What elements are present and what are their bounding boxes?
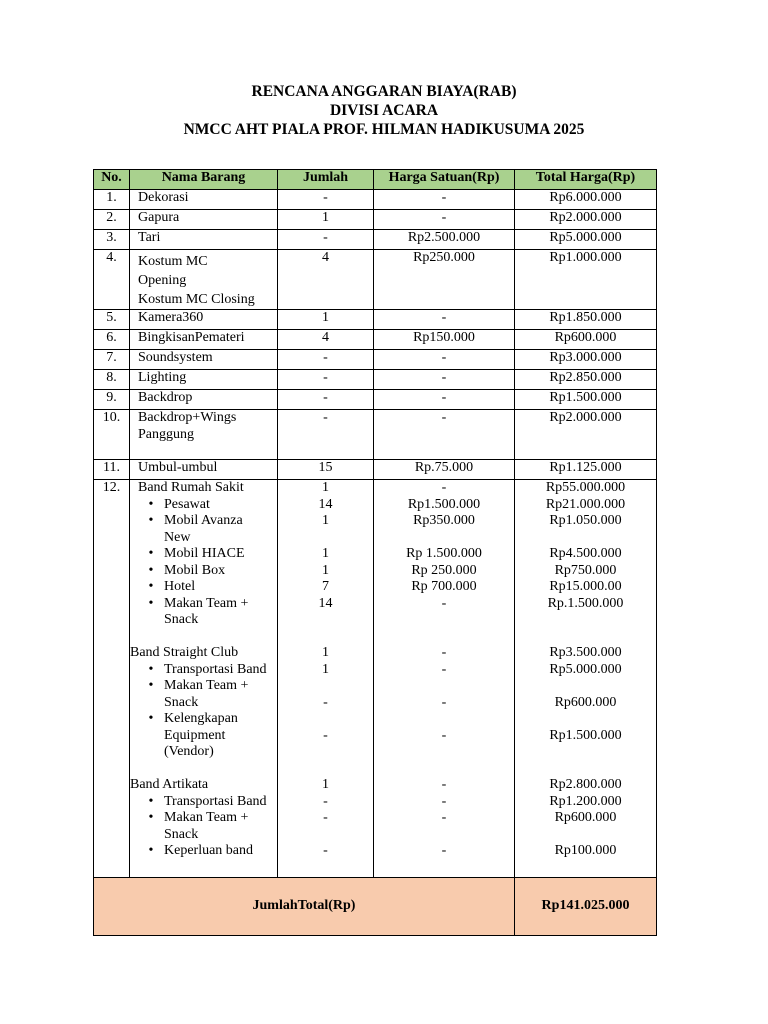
table-row bbox=[94, 460, 657, 480]
total-value: Rp100.000 bbox=[554, 843, 617, 858]
row-qty: 4 bbox=[278, 330, 374, 350]
total-value: Rp55.000.000 bbox=[545, 480, 626, 495]
total-value: Rp4.500.000 bbox=[549, 546, 622, 561]
title-line-3: NMCC AHT PIALA PROF. HILMAN HADIKUSUMA 2025 bbox=[183, 121, 585, 138]
row-qty: 1 bbox=[278, 210, 374, 230]
row-total: Rp600.000 bbox=[515, 330, 657, 350]
header-qty: Jumlah bbox=[278, 170, 374, 190]
row-unit-price: - bbox=[374, 310, 515, 330]
row-name: Backdrop bbox=[130, 390, 278, 410]
unit-value: - bbox=[441, 694, 447, 710]
table-row bbox=[94, 330, 657, 350]
row-no: 2. bbox=[94, 210, 130, 230]
table-row bbox=[94, 190, 657, 210]
unit-value: Rp 700.000 bbox=[411, 579, 477, 594]
row-no: 3. bbox=[94, 230, 130, 250]
total-value: Rp1.200.000 bbox=[549, 793, 622, 809]
row-qty: 15 bbox=[278, 460, 374, 480]
header-total-price: Total Harga(Rp) bbox=[515, 170, 657, 190]
row-qty: 4 bbox=[278, 250, 374, 310]
row-unit-price: Rp2.500.000 bbox=[374, 230, 515, 250]
qty-value: 1 bbox=[322, 480, 329, 495]
row-no: 1. bbox=[94, 190, 130, 210]
unit-value: - bbox=[441, 480, 447, 495]
budget-table bbox=[93, 169, 657, 936]
bullet-icon: • bbox=[148, 661, 154, 677]
bullet-icon: • bbox=[148, 843, 154, 858]
qty-value: 1 bbox=[322, 645, 329, 660]
unit-value: Rp1.500.000 bbox=[407, 496, 481, 512]
row-name-line: Opening bbox=[138, 273, 187, 288]
bullet-icon: • bbox=[148, 793, 154, 809]
row-name: Soundsystem bbox=[130, 350, 278, 370]
list-item: • Mobil HIACE bbox=[138, 546, 277, 563]
list-item: • Transportasi Band bbox=[138, 662, 277, 679]
list-item: • Mobil Avanza New bbox=[138, 513, 277, 546]
total-value: Rp1.050.000 bbox=[549, 513, 622, 528]
row-no: 10. bbox=[94, 410, 130, 460]
qty-value: 1 bbox=[322, 513, 329, 528]
unit-value: - bbox=[441, 727, 447, 743]
row-qty: - bbox=[278, 410, 374, 460]
table-header-row bbox=[94, 170, 657, 190]
row-name: Kamera360 bbox=[130, 310, 278, 330]
table-row bbox=[94, 410, 657, 460]
row-qty: - bbox=[278, 370, 374, 390]
header-unit-price: Harga Satuan(Rp) bbox=[374, 170, 515, 190]
header-name: Nama Barang bbox=[130, 170, 278, 190]
qty-value: - bbox=[323, 843, 328, 858]
total-value: Rp1.500.000 bbox=[549, 727, 622, 743]
total-value: Rp.1.500.000 bbox=[547, 595, 624, 611]
row-name-line: Backdrop+Wings bbox=[138, 410, 237, 425]
row-no: 5. bbox=[94, 310, 130, 330]
total-value: Rp750.000 bbox=[554, 562, 617, 578]
row-no: 8. bbox=[94, 370, 130, 390]
row-no: 4. bbox=[94, 250, 130, 310]
row-name bbox=[130, 480, 278, 878]
row-name: Gapura bbox=[130, 210, 278, 230]
table-row bbox=[94, 310, 657, 330]
row-total: Rp1.000.000 bbox=[515, 250, 657, 310]
list-item: • Keperluan band bbox=[138, 843, 277, 860]
row-qty: - bbox=[278, 230, 374, 250]
row-total: Rp1.125.000 bbox=[515, 460, 657, 480]
row-unit-price: Rp250.000 bbox=[374, 250, 515, 310]
table-row bbox=[94, 370, 657, 390]
qty-value: - bbox=[323, 810, 328, 825]
list-item: • Makan Team + Snack bbox=[138, 596, 277, 629]
row-total: Rp2.000.000 bbox=[515, 410, 657, 460]
row-no: 7. bbox=[94, 350, 130, 370]
unit-value: - bbox=[441, 777, 447, 792]
row-name: BingkisanPemateri bbox=[130, 330, 278, 350]
row-unit-price: Rp150.000 bbox=[374, 330, 515, 350]
row-unit-price: - bbox=[374, 390, 515, 410]
total-value: Rp2.800.000 bbox=[549, 777, 622, 792]
list-item: • Kelengkapan Equipment (Vendor) bbox=[138, 711, 277, 761]
row-unit-price: - bbox=[374, 410, 515, 460]
row-name: Lighting bbox=[130, 370, 278, 390]
row-total: Rp1.500.000 bbox=[515, 390, 657, 410]
bullet-icon: • bbox=[148, 678, 154, 693]
row-name-line: Panggung bbox=[138, 426, 194, 442]
row-unit-price: Rp.75.000 bbox=[374, 460, 515, 480]
row-no: 9. bbox=[94, 390, 130, 410]
unit-value: - bbox=[441, 645, 447, 660]
row-qty: 1 bbox=[278, 310, 374, 330]
list-item: • Pesawat bbox=[138, 497, 277, 514]
row-unit-price: - bbox=[374, 350, 515, 370]
total-value: Rp600.000 bbox=[554, 694, 617, 710]
qty-value: 7 bbox=[322, 579, 329, 594]
unit-value: Rp 1.500.000 bbox=[406, 546, 482, 561]
row-name: Tari bbox=[130, 230, 278, 250]
bullet-icon: • bbox=[148, 711, 154, 726]
grand-total-row bbox=[94, 878, 657, 936]
bullet-icon: • bbox=[148, 595, 154, 611]
bullet-icon: • bbox=[148, 513, 154, 528]
row-unit-price: - bbox=[374, 210, 515, 230]
row-no: 12. bbox=[94, 480, 130, 878]
unit-value: Rp350.000 bbox=[413, 513, 475, 528]
list-item: • Hotel bbox=[138, 579, 277, 596]
total-value: Rp15.000.00 bbox=[549, 579, 622, 594]
total-value: Rp21.000.000 bbox=[545, 496, 626, 512]
table-row bbox=[94, 210, 657, 230]
row-no: 11. bbox=[94, 460, 130, 480]
qty-value: - bbox=[323, 793, 328, 809]
unit-value: - bbox=[441, 843, 447, 858]
qty-value: - bbox=[323, 694, 328, 710]
row-total bbox=[515, 480, 657, 878]
document-title bbox=[0, 82, 768, 139]
bullet-icon: • bbox=[148, 546, 154, 561]
row-total: Rp2.000.000 bbox=[515, 210, 657, 230]
header-no: No. bbox=[94, 170, 130, 190]
unit-value: - bbox=[441, 810, 447, 825]
row-name bbox=[130, 250, 278, 310]
row-total: Rp1.850.000 bbox=[515, 310, 657, 330]
row-unit-price: - bbox=[374, 190, 515, 210]
qty-value: 1 bbox=[322, 546, 329, 561]
unit-value: Rp 250.000 bbox=[411, 562, 477, 578]
row-qty: - bbox=[278, 190, 374, 210]
row-name-line: Kostum MC Closing bbox=[138, 292, 255, 307]
list-item: • Makan Team + Snack bbox=[138, 810, 277, 843]
row-name: Umbul-umbul bbox=[130, 460, 278, 480]
row-total: Rp2.850.000 bbox=[515, 370, 657, 390]
list-item: • Makan Team + Snack bbox=[138, 678, 277, 711]
row-name-line: Kostum MC bbox=[138, 254, 208, 269]
bullet-icon: • bbox=[148, 810, 154, 825]
table-row-band bbox=[94, 480, 657, 878]
table-row bbox=[94, 250, 657, 310]
table-row bbox=[94, 230, 657, 250]
qty-value: 1 bbox=[322, 777, 329, 792]
title-line-2: DIVISI ACARA bbox=[329, 102, 439, 119]
row-qty: - bbox=[278, 390, 374, 410]
row-name: Dekorasi bbox=[130, 190, 278, 210]
qty-value: 1 bbox=[322, 562, 329, 578]
qty-value: 1 bbox=[322, 661, 329, 677]
total-value: Rp5.000.000 bbox=[549, 661, 622, 677]
unit-value: - bbox=[441, 793, 447, 809]
row-total: Rp6.000.000 bbox=[515, 190, 657, 210]
bullet-icon: • bbox=[148, 562, 154, 578]
grand-total-label: JumlahTotal(Rp) bbox=[94, 878, 515, 936]
qty-value: 14 bbox=[318, 496, 333, 512]
row-name bbox=[130, 410, 278, 460]
group-title: Band Artikata bbox=[130, 777, 209, 792]
qty-value: - bbox=[323, 727, 328, 743]
title-line-1: RENCANA ANGGARAN BIAYA(RAB) bbox=[251, 83, 517, 100]
grand-total-value: Rp141.025.000 bbox=[515, 878, 657, 936]
row-unit-price: - bbox=[374, 370, 515, 390]
row-qty bbox=[278, 480, 374, 878]
total-value: Rp3.500.000 bbox=[549, 645, 622, 660]
bullet-icon: • bbox=[148, 496, 154, 512]
list-item: • Mobil Box bbox=[138, 563, 277, 580]
row-unit-price bbox=[374, 480, 515, 878]
bullet-icon: • bbox=[148, 579, 154, 594]
row-no: 6. bbox=[94, 330, 130, 350]
total-value: Rp600.000 bbox=[554, 810, 617, 825]
qty-value: 14 bbox=[318, 595, 333, 611]
list-item: • Transportasi Band bbox=[138, 794, 277, 811]
row-total: Rp3.000.000 bbox=[515, 350, 657, 370]
unit-value: - bbox=[441, 595, 447, 611]
table-row bbox=[94, 350, 657, 370]
group-title: Band Rumah Sakit bbox=[138, 480, 244, 495]
group-title: Band Straight Club bbox=[130, 645, 239, 660]
row-total: Rp5.000.000 bbox=[515, 230, 657, 250]
unit-value: - bbox=[441, 661, 447, 677]
table-row bbox=[94, 390, 657, 410]
row-qty: - bbox=[278, 350, 374, 370]
